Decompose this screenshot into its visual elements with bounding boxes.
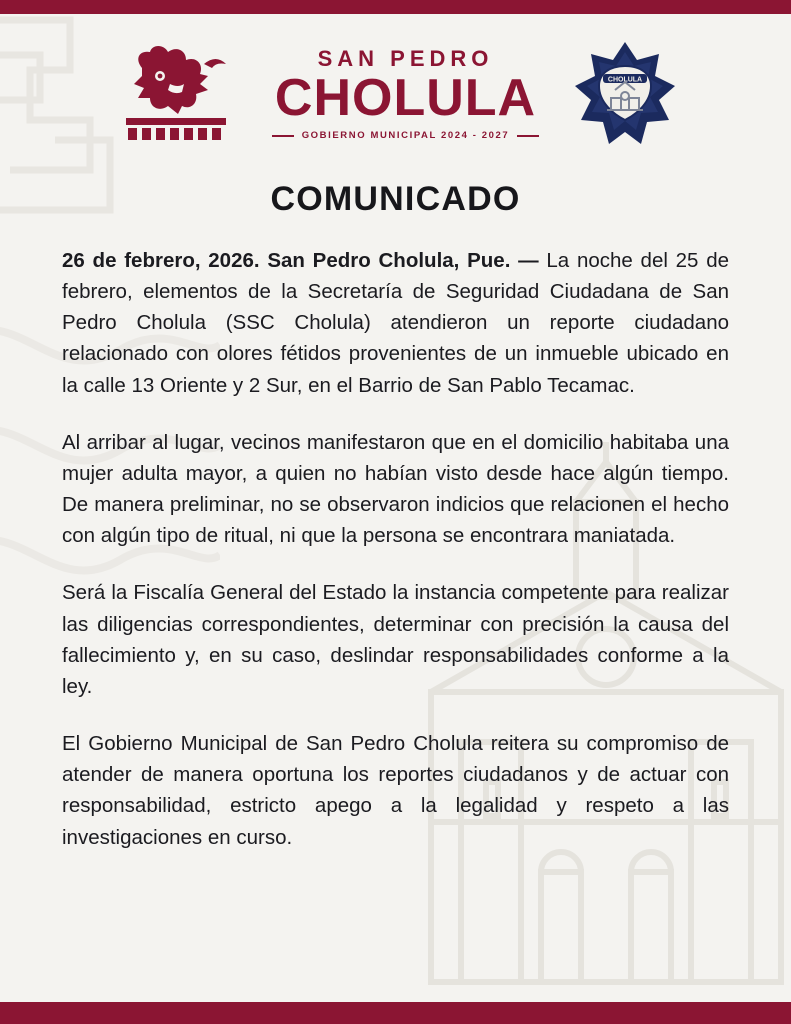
wordmark-rule xyxy=(272,131,540,141)
paragraph-1 xyxy=(62,245,729,401)
paragraph-3: Será la Fiscalía General del Estado la instancia competente para realizar las diligencias correspondientes, determinar con precisión la causa del fallecimiento y, en su caso, deslindar responsabilidades conforme a la ley. xyxy=(62,581,729,698)
wordmark-main-line: CHOLULA xyxy=(274,68,537,127)
paragraph-4: El Gobierno Municipal de San Pedro Cholula reitera su compromiso de atender de manera oportuna los reportes ciudadanos y de actuar con responsabilidad, estricto apego a la legalidad y respeto a las investigaciones en curso. xyxy=(62,732,729,849)
police-star-badge-cholula xyxy=(571,40,679,148)
bottom-accent-bar xyxy=(0,1002,791,1024)
document-header xyxy=(0,0,791,154)
wordmark-top-line: SAN PEDRO xyxy=(317,45,494,71)
page-title: COMUNICADO xyxy=(270,180,521,218)
wordmark-sub-line: GOBIERNO MUNICIPAL 2024 - 2027 xyxy=(301,129,510,141)
quetzalcoatl-codex-logo xyxy=(112,42,240,146)
rule-left xyxy=(272,135,294,137)
paragraph-2: Al arribar al lugar, vecinos manifestaron que en el domicilio habitaba una mujer adulta mayor, a quien no habían visto desde hace algún tiempo. De manera preliminar, no se observaron indicios que relacionen el hecho con algún tipo de ritual, ni que la persona se encontrara maniatada. xyxy=(62,430,729,548)
svg-text:CHOLULA: CHOLULA xyxy=(608,76,643,84)
dateline: 26 de febrero, 2026. San Pedro Cholula, Pue. — xyxy=(62,249,539,272)
wordmark xyxy=(266,45,546,141)
paragraph-1-text: La noche del 25 de febrero, elementos de la Secretaría de Seguridad Ciudadana de San Pedro Cholula (SSC Cholula) atendieron un reporte ciudadano relacionado con olores fétidos provenientes de un inmueble ubicado en la calle 13 Oriente y 2 Sur, en el Barrio de San Pablo Tecamac. xyxy=(62,249,729,397)
document-body xyxy=(0,154,791,853)
rule-right xyxy=(517,135,539,137)
